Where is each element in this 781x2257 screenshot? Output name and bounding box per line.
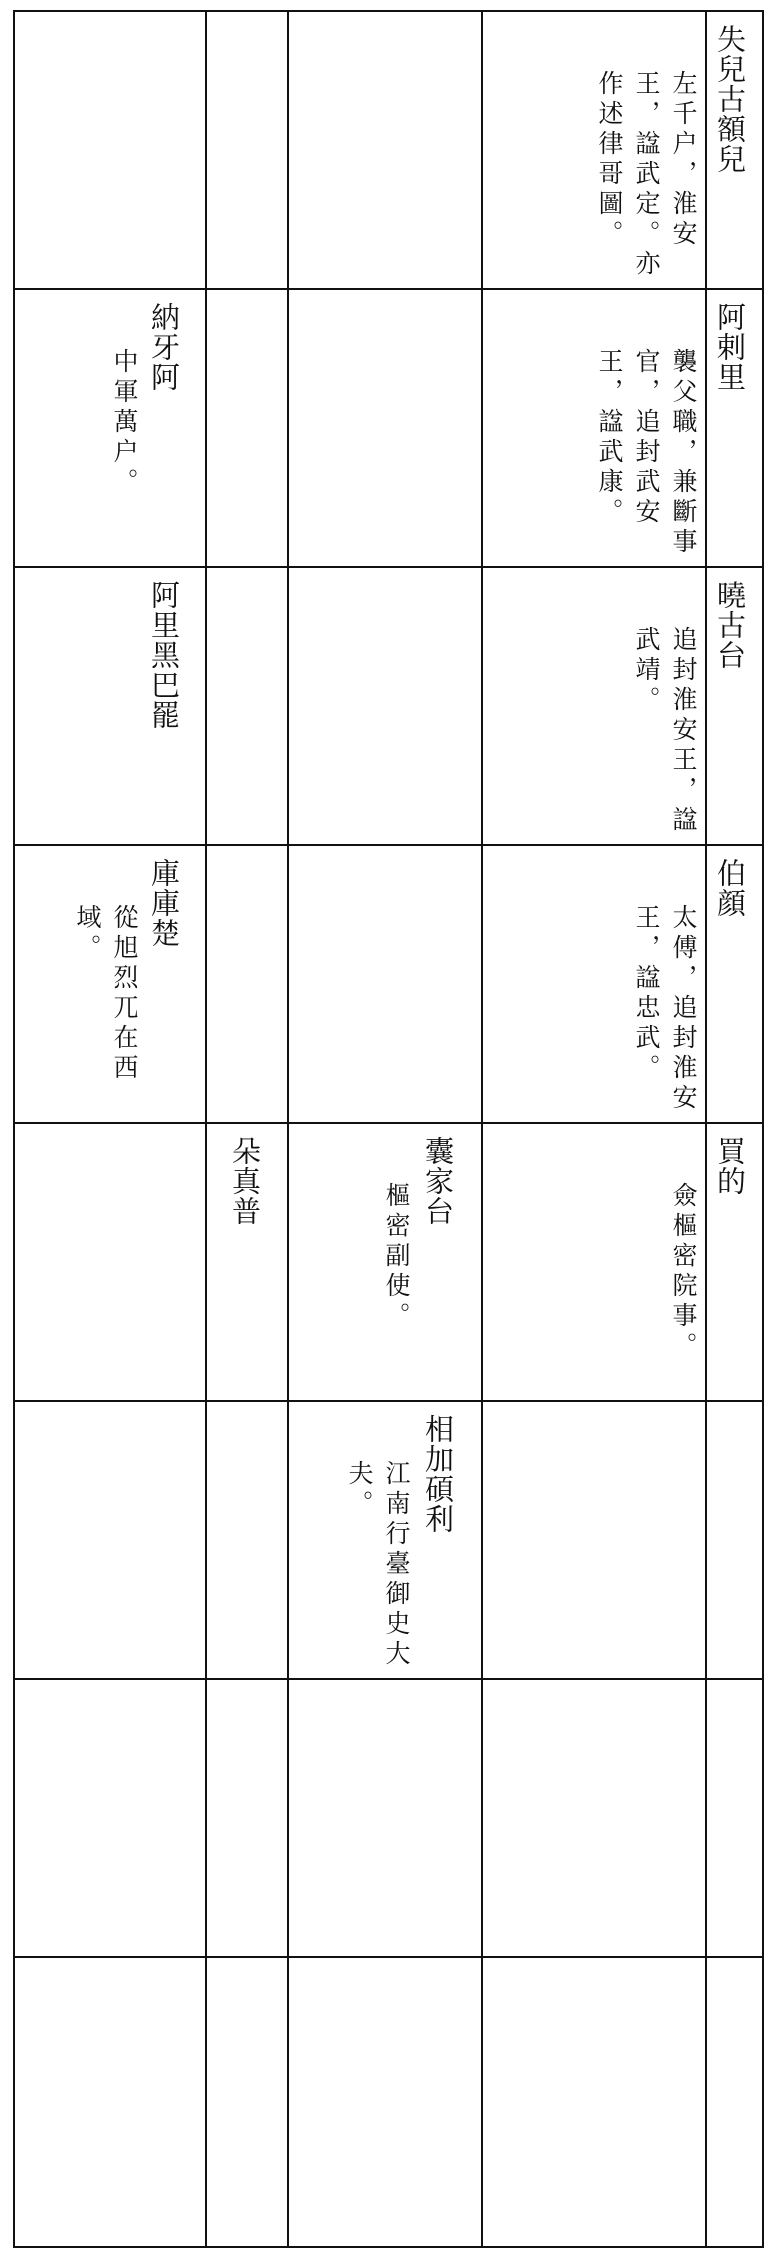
entry-name: 阿里黑巴罷 [147,580,181,730]
entry-name: 朵真普 [228,1136,262,1226]
entry-name: 庫庫楚 [147,858,181,948]
column-divider [205,12,207,2246]
entry-name: 失兒古額兒 [713,24,747,174]
entry-note: 樞密副使。 [382,1182,411,1332]
entry-note: 襲父職，兼斷事官，追封武安王，諡武康。 [595,348,698,558]
entry-note: 中軍萬户。 [110,348,139,498]
entry-name: 曉古台 [713,580,747,670]
genealogy-table [13,10,764,2248]
entry-name: 阿剌里 [713,302,747,392]
entry-name: 相加碩利 [421,1414,455,1534]
entry-note: 從旭烈兀在西域。 [73,904,139,1084]
column-divider [481,12,483,2246]
entry-name: 納牙阿 [147,302,181,392]
entry-name: 買的 [713,1136,747,1196]
entry-name: 囊家台 [421,1136,455,1226]
row-divider [15,1956,762,1958]
column-divider [705,12,707,2246]
column-divider [287,12,289,2246]
entry-note: 追封淮安王，諡武靖。 [632,626,698,836]
entry-note: 僉樞密院事。 [669,1182,698,1362]
entry-note: 左千户，淮安王，諡武定。亦作述律哥圖。 [595,70,698,280]
entry-name: 伯顔 [713,858,747,918]
entry-note: 江南行臺御史大夫。 [345,1460,411,1670]
entry-note: 太傅，追封淮安王，諡忠武。 [632,904,698,1114]
